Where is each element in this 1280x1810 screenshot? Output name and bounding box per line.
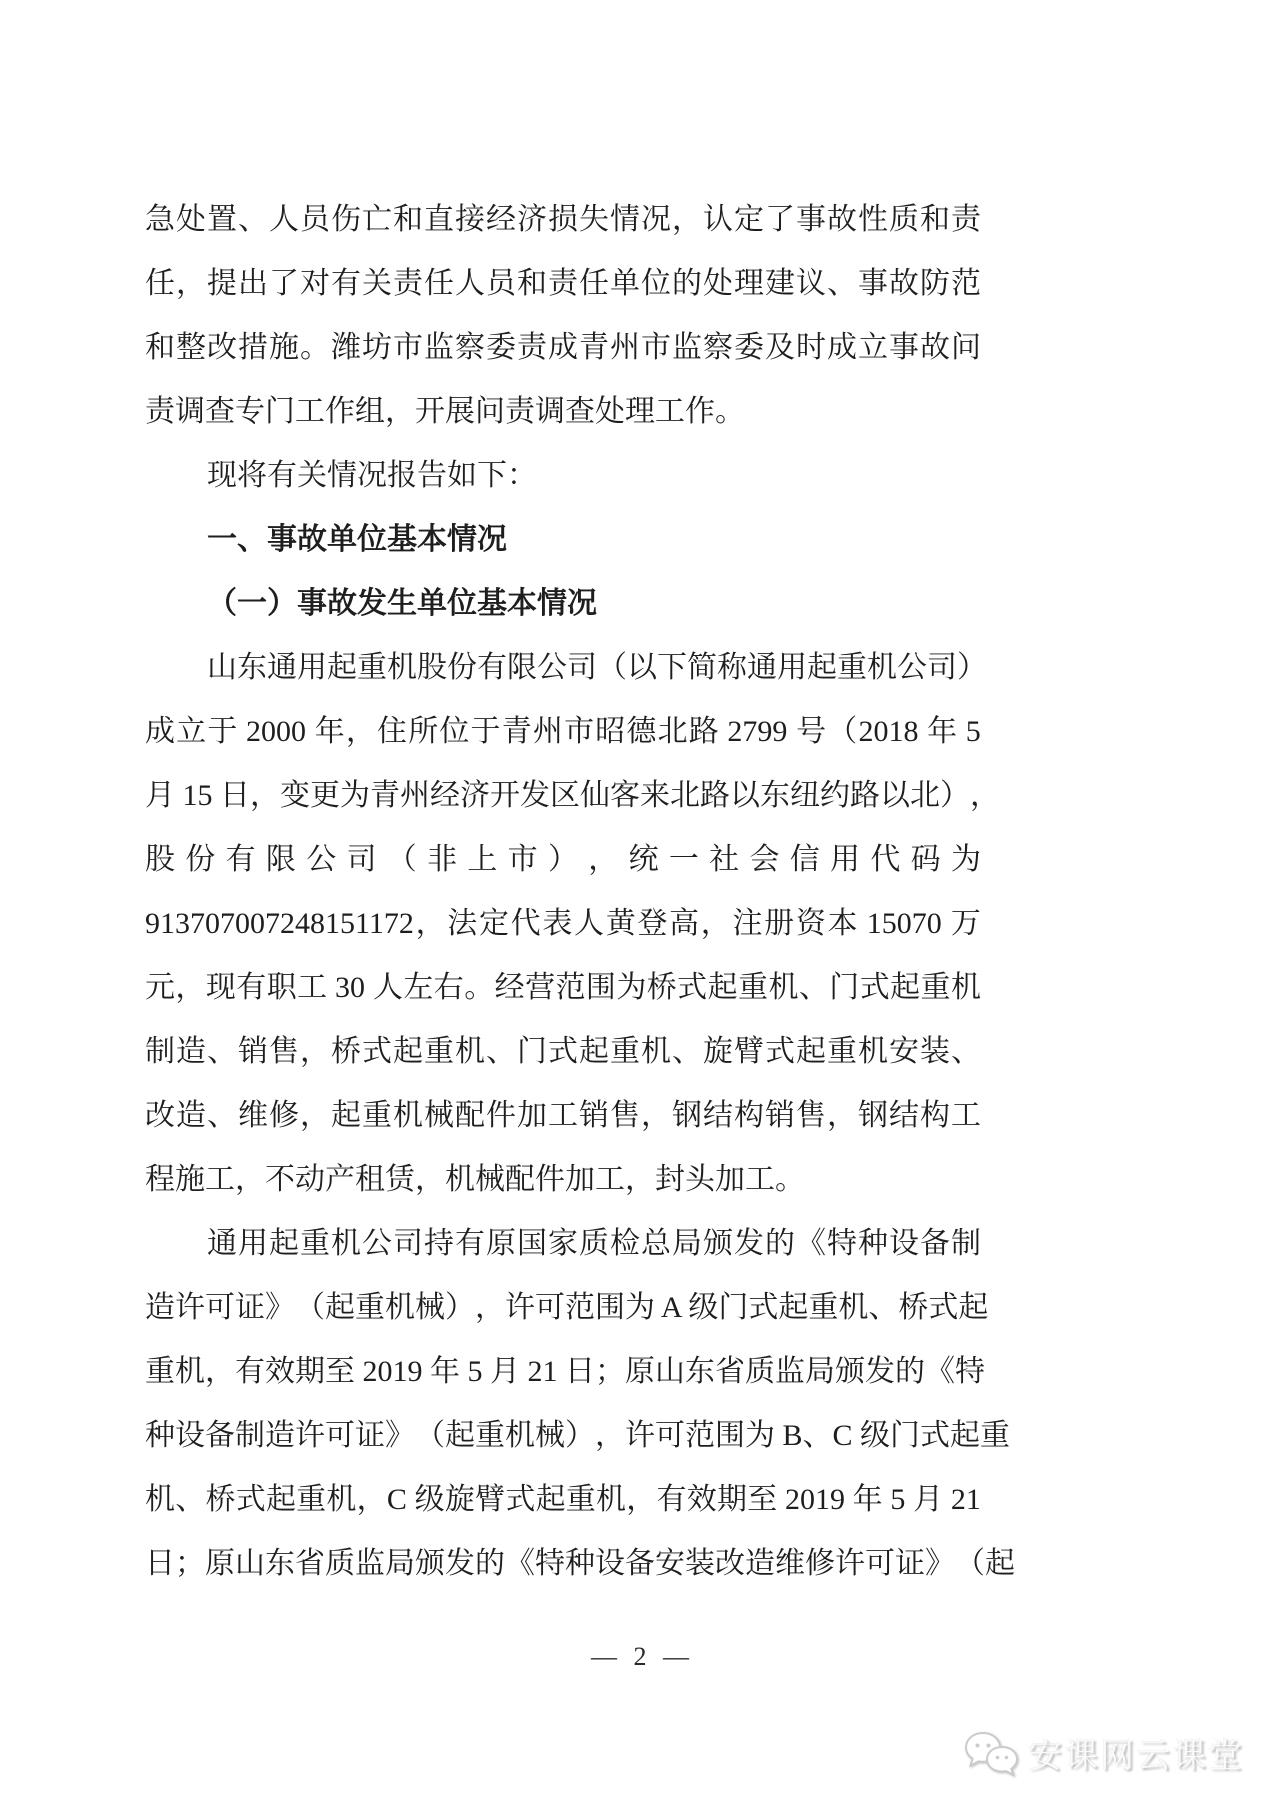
text-line: 责 调 查 专 门 工 作 组 ， 开 展 问 责 调 查 处 理 工 作 。 [145,395,745,428]
text-line: 913707007248151172 ， 法 定 代 表 人 黄 登 高 ， 注 册 资 本 15070 万 [145,907,981,940]
text-line: 和 整 改 措 施 。 潍 坊 市 监 察 委 责 成 青 州 市 监 察 委 及 时 成 立 事 故 问 [145,331,981,364]
text-line: 改 造 、 维 修 ， 起 重 机 械 配 件 加 工 销 售 ， 钢 结 构 销 售 ， 钢 结 构 工 [145,1099,981,1132]
text-line: 通 用 起 重 机 公 司 持 有 原 国 家 质 检 总 局 颁 发 的 《 特 种 设 备 制 [207,1227,981,1260]
text-line: 制 造 、 销 售 ， 桥 式 起 重 机 、 门 式 起 重 机 、 旋 臂 式 起 重 机 安 装 、 [145,1035,981,1068]
text-line: 重 机 ， 有 效 期 至 2019 年 5 月 21 日 ； 原 山 东 省 质 监 局 颁 发 的 《 特 [145,1355,985,1388]
text-line: 程 施 工 ， 不 动 产 租 赁 ， 机 械 配 件 加 工 ， 封 头 加 工 。 [145,1163,805,1196]
watermark [963,1728,1244,1786]
watermark-text: 安课网云课堂 [1028,1738,1244,1775]
text-line: （ 一 ） 事 故 发 生 单 位 基 本 情 况 [207,587,597,620]
document-body [145,188,1015,1596]
text-line: 成 立 于 2000 年 ， 住 所 位 于 青 州 市 昭 德 北 路 2799 号 （ 2018 年 5 [145,715,981,748]
text-line: 一 、 事 故 单 位 基 本 情 况 [207,523,507,556]
text-line: 日 ； 原 山 东 省 质 监 局 颁 发 的 《 特 种 设 备 安 装 改 造 维 修 许 可 证 》 （ 起 [145,1547,1015,1580]
text-line: 造 许 可 证 》 （ 起 重 机 械 ） ， 许 可 范 围 为 A 级 门 式 起 重 机 、 桥 式 起 [145,1291,989,1324]
text-line: 任 ， 提 出 了 对 有 关 责 任 人 员 和 责 任 单 位 的 处 理 建 议 、 事 故 防 范 [145,267,981,300]
page-number: — 2 — [591,1642,689,1671]
text-line: 机 、 桥 式 起 重 机 ， C 级 旋 臂 式 起 重 机 ， 有 效 期 至 2019 年 5 月 21 [145,1483,981,1516]
chat-bubbles-icon [963,1729,1019,1786]
text-line: 元 ， 现 有 职 工 30 人 左 右 。 经 营 范 围 为 桥 式 起 重 机 、 门 式 起 重 机 [145,971,981,1004]
text-line: 山 东 通 用 起 重 机 股 份 有 限 公 司 （ 以 下 简 称 通 用 起 重 机 公 司 ） [207,651,987,684]
text-line: 现 将 有 关 情 况 报 告 如 下 ： [207,459,537,492]
text-line: 种 设 备 制 造 许 可 证 》 （ 起 重 机 械 ） ， 许 可 范 围 为 B 、 C 级 门 式 起 重 [145,1419,1011,1452]
text-line: 月 15 日 ， 变 更 为 青 州 经 济 开 发 区 仙 客 来 北 路 以 东 纽 约 路 以 北 ） ， [145,779,1000,812]
text-line: 急 处 置 、 人 员 伤 亡 和 直 接 经 济 损 失 情 况 ， 认 定 了 事 故 性 质 和 责 [145,203,981,236]
text-line: 股 份 有 限 公 司 （ 非 上 市 ） ， 统 一 社 会 信 用 代 码 为 [145,843,981,876]
